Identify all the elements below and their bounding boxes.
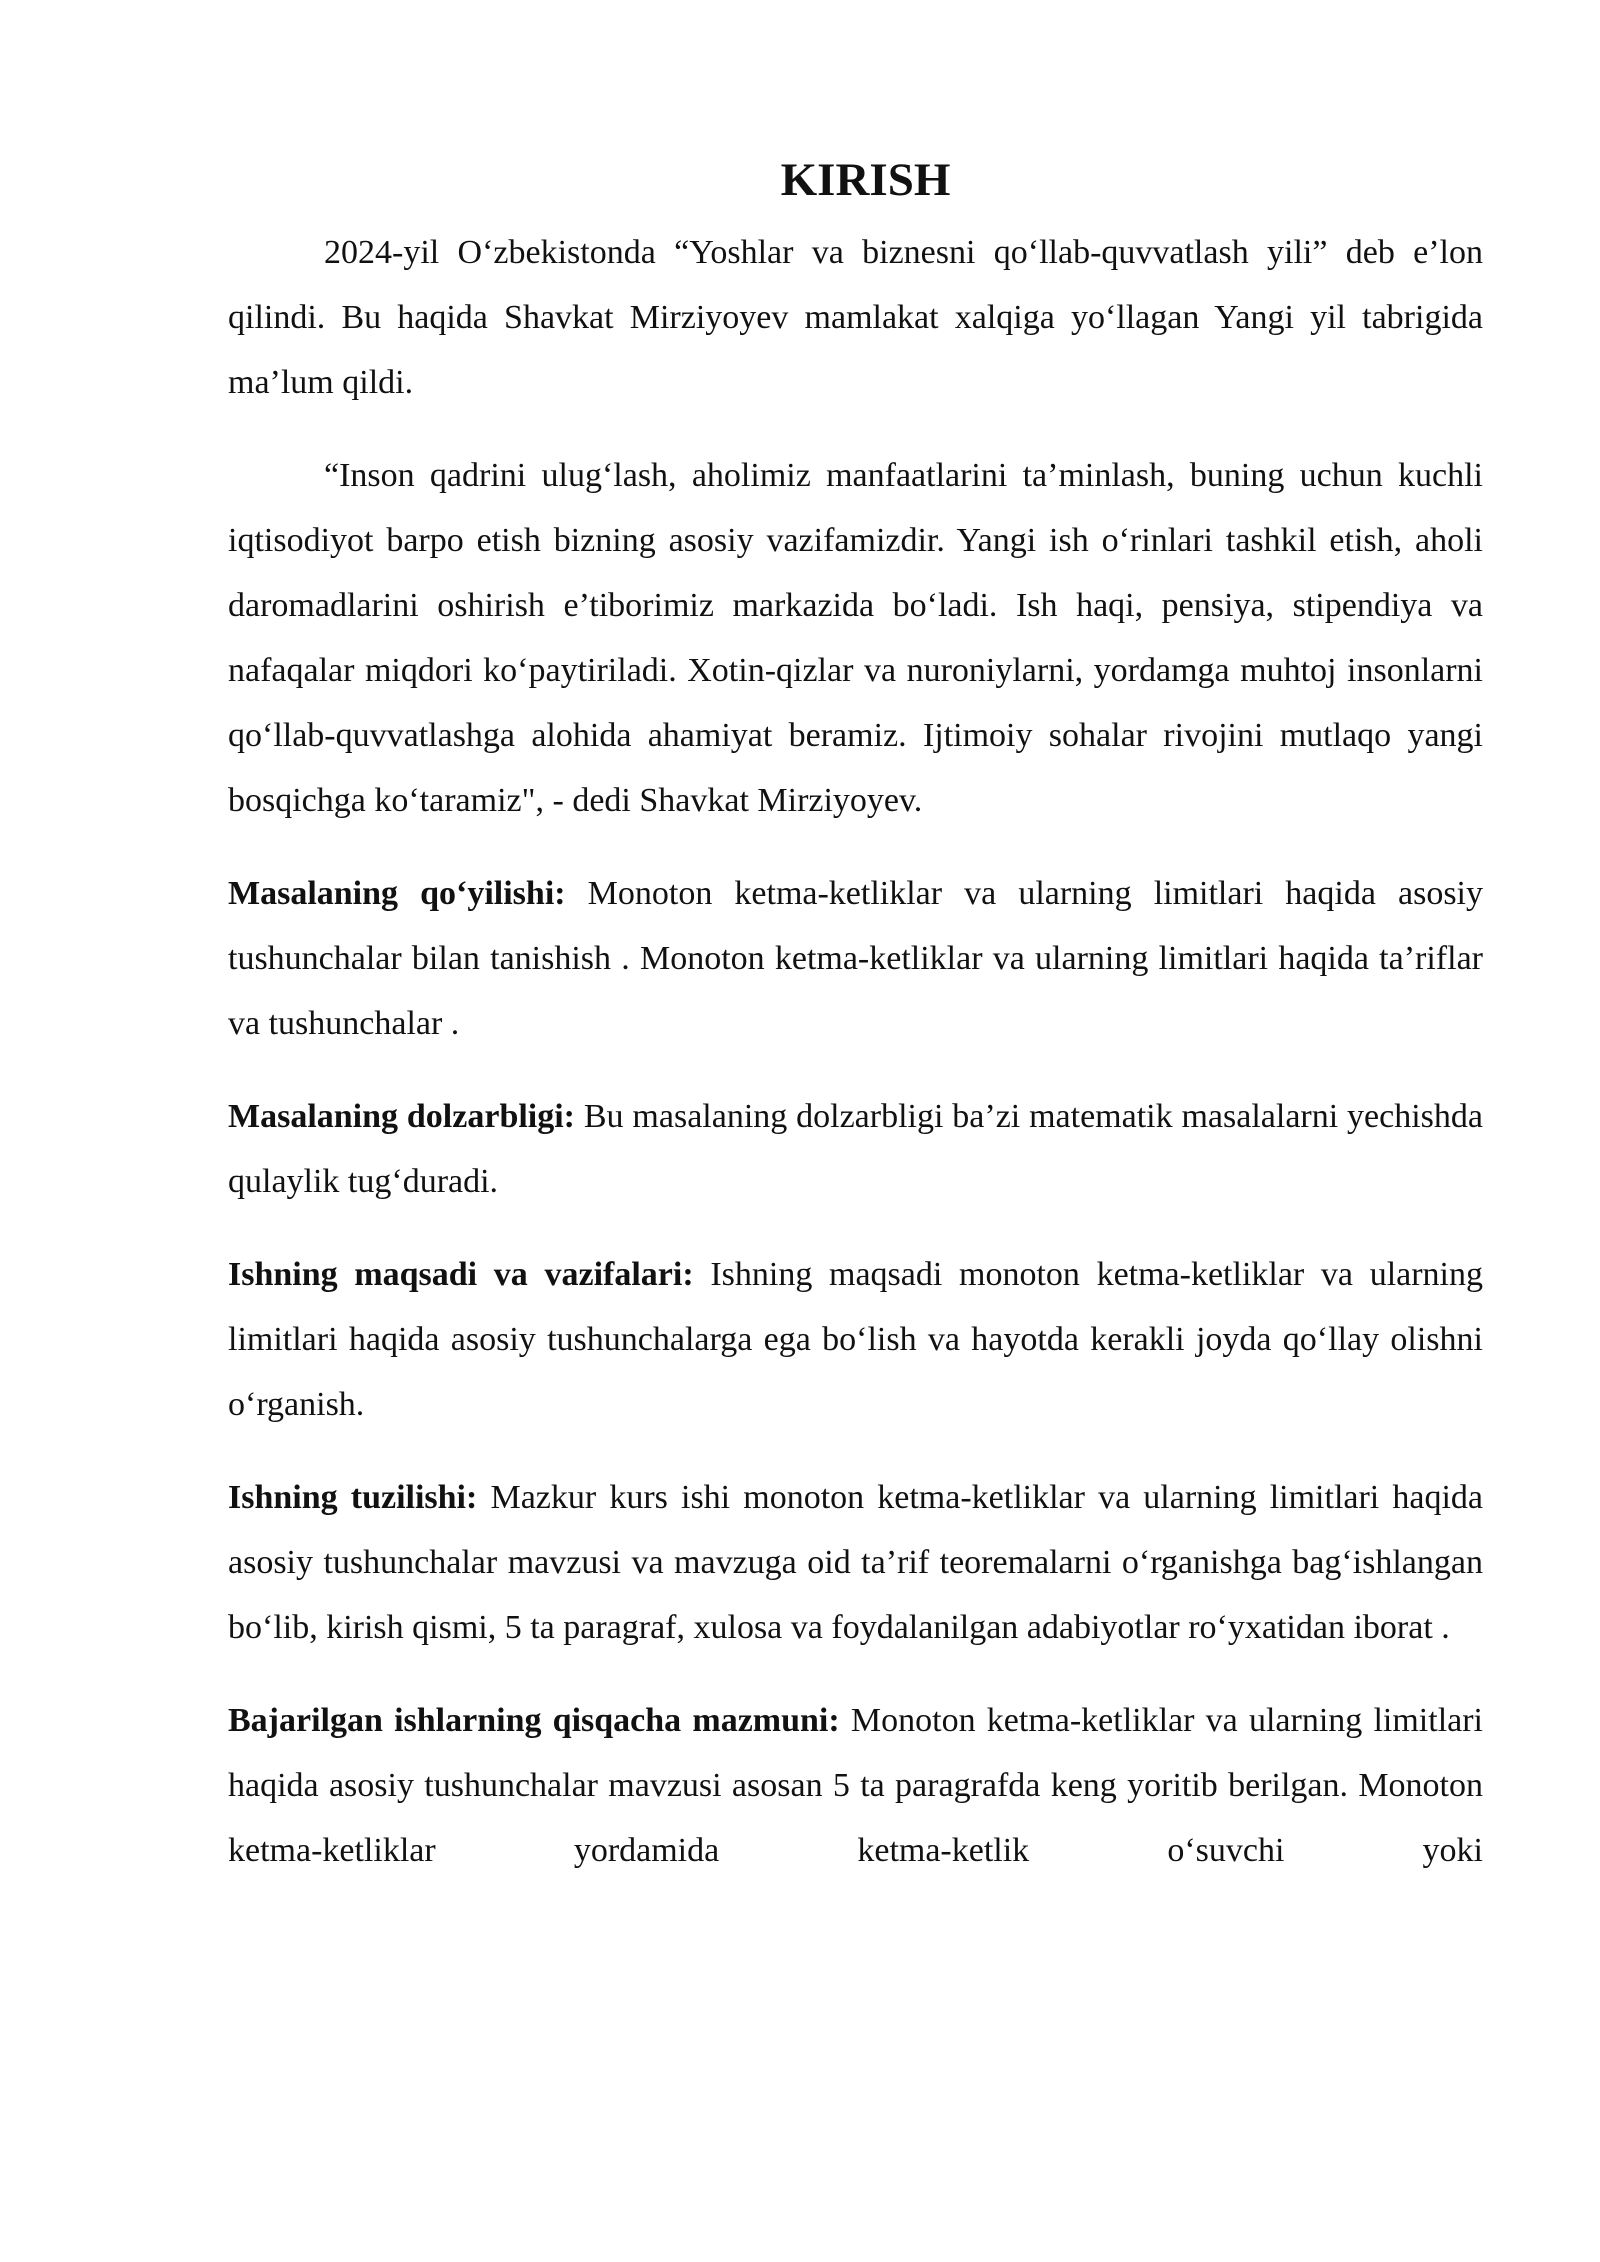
document-page (228, 150, 1483, 1883)
paragraph-text: Monoton ketma-ketliklar va ularning limitlari haqida asosiy tushunchalar bilan tanishish . Monoton ketma-ketliklar va ularning limitlari haqida ta’riflar va tushunchalar . (228, 875, 1483, 1042)
paragraph-lead: Ishning tuzilishi: (228, 1479, 478, 1516)
paragraph-lead: Ishning maqsadi va vazifalari: (228, 1256, 694, 1293)
paragraph-text: Bu masalaning dolzarbligi ba’zi matematik masalalarni yechishda qulaylik tug‘duradi. (228, 1098, 1484, 1200)
paragraph-text: “Inson qadrini ulug‘lash, aholimiz manfaatlarini ta’minlash, buning uchun kuchli iqtisodiyot barpo etish bizning asosiy vazifamizdir. Yangi ish o‘rinlari tashkil etish, aholi daromadlarini oshirish e’tiborimiz markazida bo‘ladi. Ish haqi, pensiya, stipendiya va nafaqalar miqdori ko‘paytiriladi. Xotin-qizlar va nuroniylarni, yordamga muhtoj insonlarni qo‘llab-quvvatlashga alohida ahamiyat beramiz. Ijtimoiy sohalar rivojini mutlaqo yangi bosqichga ko‘taramiz", - dedi Shavkat Mirziyoyev. (228, 457, 1483, 819)
intro-paragraph (228, 220, 1483, 415)
paragraph-lead: Bajarilgan ishlarning qisqacha mazmuni: (228, 1702, 840, 1739)
paragraph-lead: Masalaning qo‘yilishi: (228, 875, 566, 912)
structure-paragraph (228, 1465, 1483, 1660)
goals-paragraph (228, 1242, 1483, 1437)
relevance-paragraph (228, 1084, 1483, 1214)
quote-paragraph (228, 443, 1483, 833)
paragraph-text: Monoton ketma-ketliklar va ularning limitlari haqida asosiy tushunchalar mavzusi asosan 5 ta paragrafda keng yoritib berilgan. Monoton ketma-ketliklar yordamida ketma-ketlik o‘suvchi yoki (228, 1702, 1483, 1869)
paragraph-text: 2024-yil O‘zbekistonda “Yoshlar va biznesni qo‘llab-quvvatlash yili” deb e’lon qilindi. Bu haqida Shavkat Mirziyoyev mamlakat xalqiga yo‘llagan Yangi yil tabrigida ma’lum qildi. (228, 234, 1483, 401)
summary-paragraph (228, 1688, 1483, 1883)
page-title: KIRISH (780, 154, 951, 206)
paragraph-text: Mazkur kurs ishi monoton ketma-ketliklar va ularning limitlari haqida asosiy tushunchalar mavzusi va mavzuga oid ta’rif teoremalarni o‘rganishga bag‘ishlangan bo‘lib, kirish qismi, 5 ta paragraf, xulosa va foydalanilgan adabiyotlar ro‘yxatidan iborat . (228, 1479, 1483, 1646)
paragraph-lead: Masalaning dolzarbligi: (228, 1098, 576, 1135)
paragraph-text: Ishning maqsadi monoton ketma-ketliklar va ularning limitlari haqida asosiy tushunchalarga ega bo‘lish va hayotda kerakli joyda qo‘llay olishni o‘rganish. (228, 1256, 1483, 1423)
problem-statement-paragraph (228, 861, 1483, 1056)
